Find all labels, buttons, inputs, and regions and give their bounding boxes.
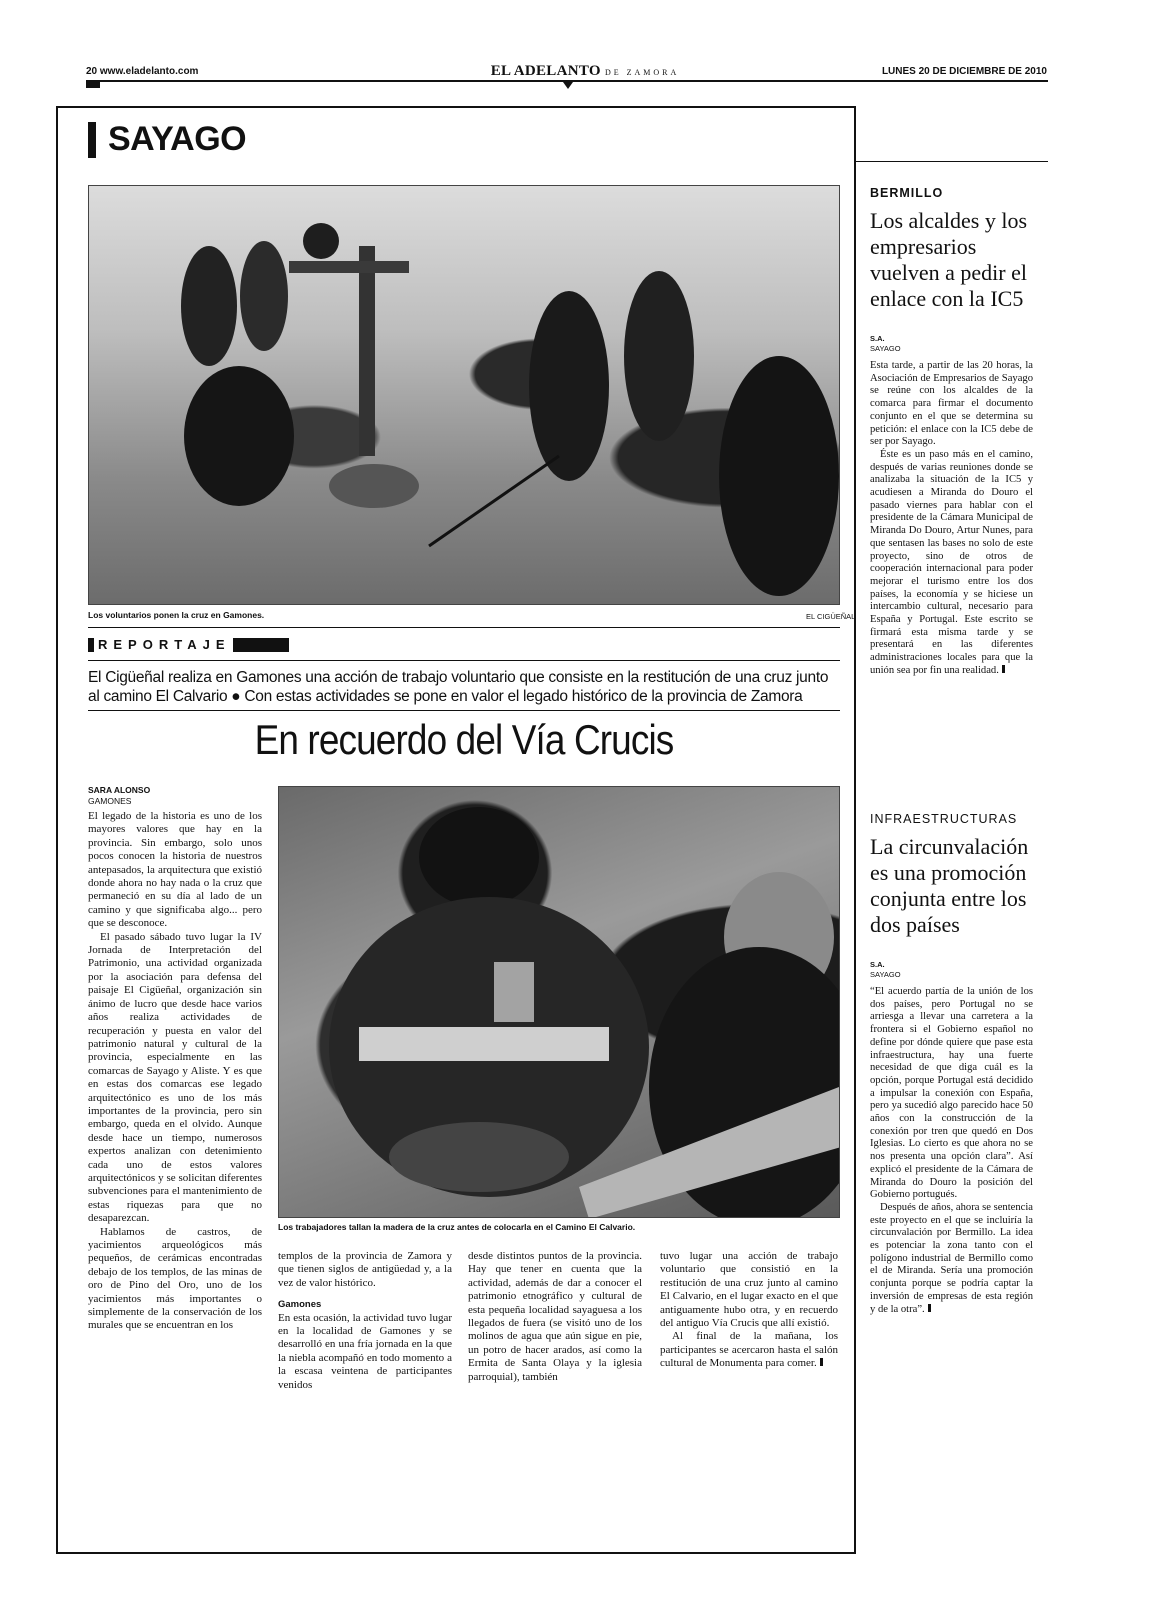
masthead-title: EL ADELANTO [490,63,601,79]
page-number-url: 20 www.eladelanto.com [86,66,199,77]
author-location: GAMONES [88,796,132,806]
photo-carving-wood [278,786,840,1218]
side2-paragraph-1: “El acuerdo partía de la unión de los dos países, pero Portugal no se arriesga a llevar una carretera a la frontera si el Gobierno español no define por dónde quiere que pase esta infraestructura, hay una fuerte necesidad de que diga cuál es la opción, porque Portugal está decidido a impulsar la conexión con España, pero ya sucedió algo parecido hace 50 años con la construcción de la conexión por tren que quedó en Dos Iglesias. Lo cierto es que ahora no se nos presenta una opción clara”. Así explicó el presidente de la Cámara de Miranda do Douro la posición del Gobierno portugués. [870,986,1033,1201]
side2-author: S.A. [870,960,885,969]
col2-paragraph-2: En esta ocasión, la actividad tuvo lugar en la localidad de Gamones y se desarrolló en una fría jornada en la que la niebla acompañó en todo momento a la escasa veintena de participantes venidos [278,1311,452,1391]
kicker-square [88,638,94,652]
photo-mid-figures [279,787,840,1218]
side2-kicker: INFRAESTRUCTURAS [870,812,1018,826]
article-column-1 [88,810,262,1333]
photo-top-figures [89,186,840,605]
side1-paragraph-2 [870,449,1033,678]
col1-paragraph-1: El legado de la historia es uno de los mayores valores que hay en la provincia. Sin embargo, solo unos pocos conocen la historia de nuestros antepasados, la arquitectura que existió donde ahora no hay nada o la cruz que permaneció en su día al lado de un camino y que significaba algo... pero que se desconoce. [88,810,262,930]
side2-paragraph-2-text: Después de años, ahora se sentencia este proyecto en el que se incluiría la circunvalación por Bermillo. La idea es potenciar la zona tanto con el polígono industrial de Bermillo como el de Miranda. Sería una promoción conjunta porque se podría captar la inversión de empresas de esta región y de la otra”. [870,1201,1033,1315]
side2-body [870,986,1033,1316]
col1-paragraph-2: El pasado sábado tuvo lugar la IV Jornada de Interpretación del Patrimonio, una actividad organizada por la asociación para defensa del paisaje El Cigüeñal, organización sin ánimo de lucro que desde hace varios años realiza actividades de recuperación y puesta en valor del patrimonio natural y cultural de la provincia, especialmente en las comarcas de Sayago y Aliste. Y es que en estas dos comarcas ese legado arquitectónico es uno de los más importantes de la provincia, pero sin embargo, queda en el olvido. Aunque desde hace un tiempo, numerosos expertos analizan con detenimiento cada uno de estos valores arquitectónicos y se solicitan diferentes subvenciones para el mantenimiento de estas riquezas para que no desaparezcan. [88,930,262,1225]
side1-paragraph-1: Esta tarde, a partir de las 20 horas, la Asociación de Empresarios de Sayago se reúne con los alcaldes de la comarca para firmar el documento conjunto en el que se determina su petición: el enlace con la IC5 debe de ser por Sayago. [870,360,1033,448]
article-byline [88,785,150,807]
section-bar [88,122,96,158]
section-header [88,120,246,159]
col4-paragraph-1: tuvo lugar una acción de trabajo voluntario que consistió en la restitución de una cruz junto al camino El Calvario, en el lugar exacto en el que antiguamente hubo otra, y en recuerdo del antiguo Vía Crucis que allí existió. [660,1250,838,1330]
sidebar-top-rule [856,161,1048,162]
deck-bottom-rule [88,710,840,711]
side1-headline: Los alcaldes y los empresarios vuelven a pedir el enlace con la IC5 [870,208,1028,311]
col2-subheading: Gamones [278,1299,322,1311]
side1-body [870,360,1033,678]
article-column-2 [278,1250,452,1392]
side2-end-mark [928,1304,931,1312]
side2-paragraph-2 [870,1202,1033,1316]
side1-author: S.A. [870,334,885,343]
article-column-3 [468,1250,642,1384]
header-tick [86,80,100,88]
side1-byline [870,334,901,354]
kicker-label: REPORTAJE [98,637,231,652]
side1-end-mark [1002,665,1005,673]
author-name: SARA ALONSO [88,785,151,795]
col4-paragraph-2-text: Al final de la mañana, los participantes se acercaron hasta el salón cultural de Monumenta para comer. [660,1330,838,1370]
masthead-subtitle: DE ZAMORA [604,68,680,77]
col1-paragraph-3: Hablamos de castros, de yacimientos arqueológicos más pequeños, de cerámicas encontradas debajo de los templos, de las minas de oro de Pino del Oro, uno de los yacimientos más importantes o simplemente de la conservación de los murales que se encuentran en los [88,1225,262,1332]
photo-top-caption: Los voluntarios ponen la cruz en Gamones. [88,610,265,620]
photo-volunteers-cross [88,185,840,605]
issue-date: LUNES 20 DE DICIEMBRE DE 2010 [881,66,1047,77]
photo-mid-caption: Los trabajadores tallan la madera de la cruz antes de colocarla en el Camino El Calvario. [278,1222,636,1232]
deck-top-rule [88,660,840,661]
side1-kicker: BERMILLO [870,186,944,200]
side2-location: SAYAGO [870,970,901,979]
kicker-fill [233,638,289,652]
header-arrow [563,82,573,89]
masthead [480,63,690,80]
col3-paragraph-1: desde distintos puntos de la provincia. Hay que tener en cuenta que la actividad, además de dar a conocer el patrimonio etnográfico y cultural de esta pequeña localidad sayaguesa a los llegados de fuera (se visitó uno de los molinos de agua que aún sigue en pie, un potro de hacer arados, así como la Ermita de Santa Olaya y la iglesia parroquial), también [468,1250,642,1383]
end-mark [820,1358,823,1366]
kicker-reportaje [88,637,289,652]
side2-headline: La circunvalación es una promoción conjunta entre los dos países [870,834,1029,937]
section-title: SAYAGO [108,120,247,158]
caption-rule [88,627,840,628]
side1-paragraph-2-text: Éste es un paso más en el camino, después de varias reuniones donde se analizaba la situación de la IC5 y acudiesen a Miranda do Douro el pasado viernes para hablar con el presidente de la Cámara Municipal de Miranda Do Douro, Artur Nunes, para que sentasen las bases no solo de este proyecto, sino de otros de cooperación internacional para poder mejorar el turismo entre los dos países, la economía y se hiciese un intercambio cultural, necesario para España y Portugal. Este escrito se firmará esta misma tarde y se presentará en las diferentes administraciones locales para que la unión sea por fin una realidad. [870,448,1033,676]
article-deck: El Cigüeñal realiza en Gamones una acción de trabajo voluntario que consiste en la restitución de una cruz junto al camino El Calvario ● Con estas actividades se pone en valor el legado histórico de la provincia de Zamora [88,669,829,705]
photo-top-credit: EL CIGÜEÑAL [806,612,856,621]
article-column-4 [660,1250,838,1371]
side2-byline [870,960,901,980]
col4-paragraph-2 [660,1330,838,1370]
col2-paragraph-1: templos de la provincia de Zamora y que tienen siglos de antigüedad y, a la vez de valor histórico. [278,1250,452,1289]
side1-location: SAYAGO [870,344,901,353]
article-headline: En recuerdo del Vía Crucis [254,716,674,763]
